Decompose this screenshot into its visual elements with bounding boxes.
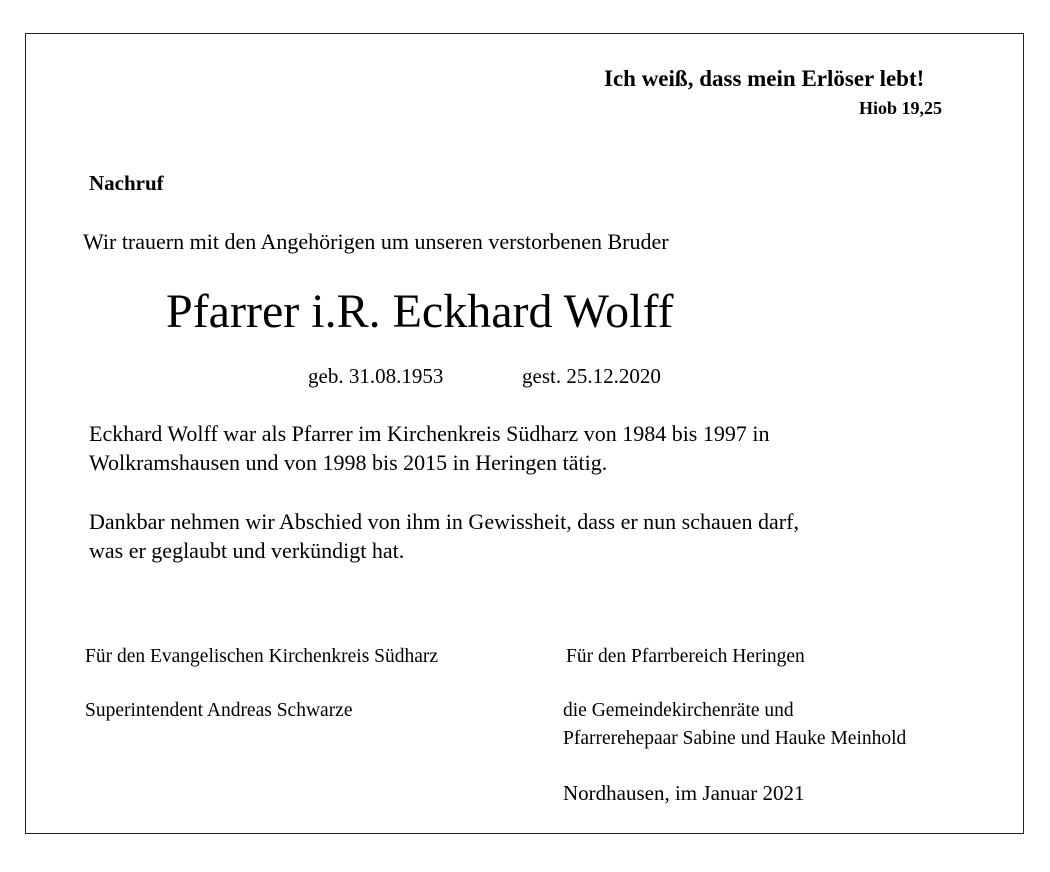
paragraph-line: Dankbar nehmen wir Abschied von ihm in Gewissheit, dass er nun schauen darf, <box>89 509 799 534</box>
bible-reference: Hiob 19,25 <box>859 98 943 118</box>
career-paragraph <box>89 419 969 477</box>
obituary-heading: Nachruf <box>89 171 164 195</box>
paragraph-line: was er geglaubt und verkündigt hat. <box>89 538 405 563</box>
farewell-paragraph <box>89 507 969 565</box>
birth-date: geb. 31.08.1953 <box>308 364 444 388</box>
signature-left-person: Superintendent Andreas Schwarze <box>85 700 353 721</box>
signature-left-org: Für den Evangelischen Kirchenkreis Südharz <box>85 646 439 667</box>
intro-text: Wir trauern mit den Angehörigen um unseren verstorbenen Bruder <box>83 229 669 254</box>
signature-right-org: Für den Pfarrbereich Heringen <box>566 646 805 667</box>
paragraph-line: Wolkramshausen und von 1998 bis 2015 in Heringen tätig. <box>89 450 608 475</box>
death-date: gest. 25.12.2020 <box>522 364 661 388</box>
bible-quote: Ich weiß, dass mein Erlöser lebt! <box>604 66 925 91</box>
signature-right-line2: Pfarrerehepaar Sabine und Hauke Meinhold <box>563 728 907 749</box>
deceased-name: Pfarrer i.R. Eckhard Wolff <box>166 285 674 338</box>
place-and-date: Nordhausen, im Januar 2021 <box>563 781 805 805</box>
paragraph-line: Eckhard Wolff war als Pfarrer im Kirchenkreis Südharz von 1984 bis 1997 in <box>89 421 770 446</box>
signature-right-line1: die Gemeindekirchenräte und <box>563 700 794 721</box>
